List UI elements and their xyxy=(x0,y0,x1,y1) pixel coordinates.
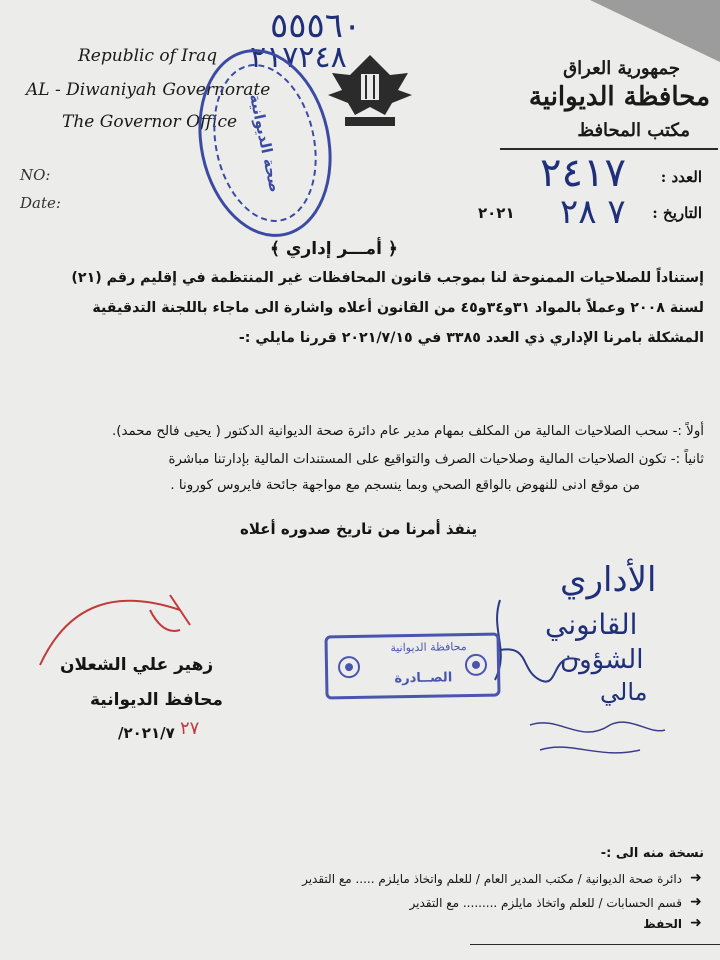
round-stamp: صحة الديوانية xyxy=(182,37,349,250)
signatory-name: زهير علي الشعلان xyxy=(60,655,214,675)
signatory-title: محافظ الديوانية xyxy=(90,690,223,710)
bullet-icon: ➜ xyxy=(690,915,702,931)
header-ar-line3: مكتب المحافظ xyxy=(577,120,690,141)
preamble-line-3: المشكلة بامرنا الإداري ذي العدد ٣٣٨٥ في ٢٠٢١/٧/١٥ قررنا مايلي :- xyxy=(238,330,704,346)
signatory-date-day: ٢٧ xyxy=(180,718,200,739)
signatory-date: ٢٠٢١/٧/ xyxy=(118,724,175,742)
handwritten-note-1: الأداري xyxy=(560,560,657,600)
iraq-eagle-emblem xyxy=(320,45,420,130)
date-label-ar: التاريخ : xyxy=(652,204,702,222)
number-value: ٢٤١٧ xyxy=(540,150,626,196)
bullet-icon: ➜ xyxy=(690,870,702,886)
copies-item-3: الحفظ xyxy=(643,917,682,931)
header-ar-line2: محافظة الديوانية xyxy=(528,82,710,112)
handwritten-note-2: القانوني xyxy=(545,608,638,641)
folded-corner xyxy=(590,0,720,62)
header-en-line3: The Governor Office xyxy=(62,112,238,132)
rectangular-stamp: محافظة الديوانية الصــادرة xyxy=(324,632,500,699)
date-value-year: ٢٠٢١ xyxy=(478,204,515,222)
header-ar-line1: جمهورية العراق xyxy=(563,58,680,79)
date-label-en: Date: xyxy=(20,194,61,212)
date-value-handwritten: ٧ ٢٨ xyxy=(560,192,626,232)
order-item-2-line-1: ثانياً :- تكون الصلاحيات المالية وصلاحيات الصرف والتواقيع على المستندات المالية بإدارتنا مباشرة xyxy=(168,452,704,467)
handwritten-note-3: الشؤون xyxy=(560,645,644,675)
handwritten-number-top: ٥٥٥٦٠ xyxy=(270,6,362,46)
preamble-line-2: لسنة ٢٠٠٨ وعملاً بالمواد ٣١و٣٤و٤٥ من القانون أعلاه واشارة الى ماجاء باللجنة التدقيقية xyxy=(92,300,704,316)
bullet-icon: ➜ xyxy=(690,894,702,910)
closing-line: ينفذ أمرنا من تاريخ صدوره أعلاه xyxy=(240,520,478,538)
handwritten-note-4: مالي xyxy=(600,678,648,706)
copies-item-1: دائرة صحة الديوانية / مكتب المدير العام / للعلم واتخاذ مايلزم ..... مع التقدير xyxy=(302,872,682,886)
stamp-ornament-icon xyxy=(461,650,492,681)
copies-heading: نسخة منه الى :- xyxy=(600,846,704,861)
header-en-line2: AL - Diwaniyah Governorate xyxy=(26,80,271,100)
order-item-1: أولاً :- سحب الصلاحيات المالية من المكلف بمهام مدير عام دائرة صحة الديوانية الدكتور ( يحيى فالح محمد). xyxy=(112,424,704,439)
stamp-ornament-icon xyxy=(334,652,365,683)
bottom-rule xyxy=(470,944,720,945)
copies-item-2: قسم الحسابات / للعلم واتخاذ مايلزم ......... مع التقدير xyxy=(409,896,682,910)
number-label-en: NO: xyxy=(20,166,51,184)
small-signature-stamp xyxy=(520,705,670,775)
handwritten-number-top-2: ٢١٧٢٤٨ xyxy=(250,40,347,75)
preamble-line-1: إستناداً للصلاحيات الممنوحة لنا بموجب قانون المحافظات غير المنتظمة في إقليم رقم (٢١) xyxy=(71,270,704,286)
number-label-ar: العدد : xyxy=(660,168,702,186)
order-item-2-line-2: من موقع ادنى للنهوض بالواقع الصحي وبما ينسجم مع مواجهة جائحة فايروس كورونا . xyxy=(170,478,640,493)
header-en-line1: Republic of Iraq xyxy=(78,46,218,66)
order-title: ﴿ أمـــر إداري ﴾ xyxy=(270,239,398,259)
